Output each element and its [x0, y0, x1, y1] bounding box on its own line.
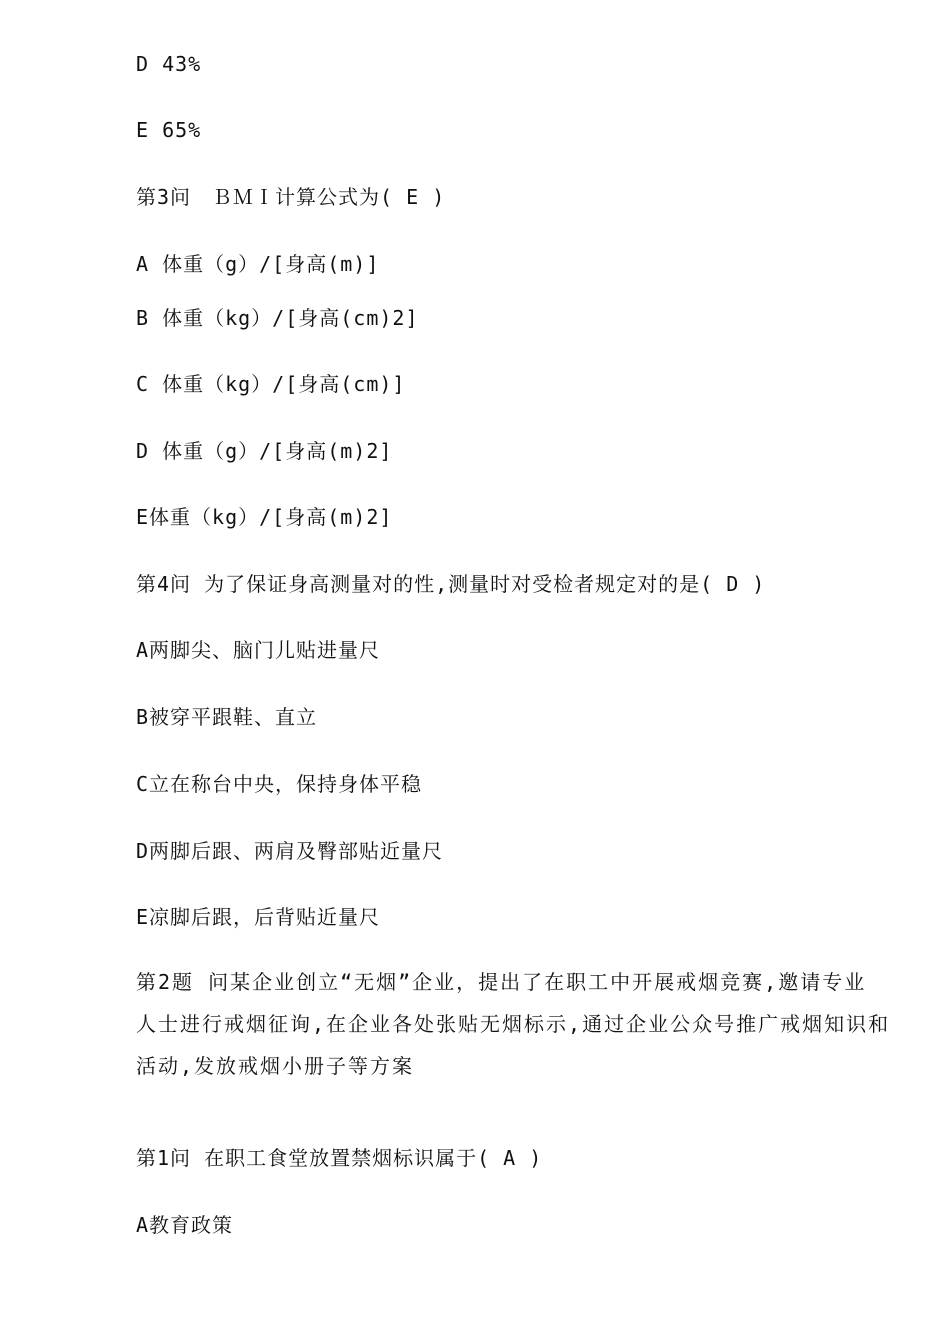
policy-option-a: A教育政策	[136, 1213, 234, 1237]
option-d-line: D 43%	[136, 52, 202, 76]
question-2-paragraph	[136, 961, 896, 1087]
bmi-option-d: D 体重（g）/[身高(m)2]	[136, 439, 393, 463]
bmi-option-a: A 体重（g）/[身高(m)]	[136, 252, 380, 276]
height-option-b: B被穿平跟鞋、直立	[136, 705, 318, 729]
bmi-option-c: C 体重（kg）/[身高(cm)]	[136, 372, 406, 396]
height-option-a: A两脚尖、脑门儿贴进量尺	[136, 638, 381, 662]
option-e-line: E 65%	[136, 118, 202, 142]
paragraph-line: 人士进行戒烟征询,在企业各处张贴无烟标示,通过企业公众号推广戒烟知识和	[136, 1012, 891, 1036]
question-1-title: 第1问 在职工食堂放置禁烟标识属于( A )	[136, 1146, 543, 1170]
bmi-option-b: B 体重（kg）/[身高(cm)2]	[136, 306, 419, 330]
question-3-title: 第3问 ＢＭＩ计算公式为( E )	[136, 185, 446, 209]
height-option-d: D两脚后跟、两肩及臀部贴近量尺	[136, 839, 444, 863]
paragraph-line: 第2题 问某企业创立“无烟”企业，提出了在职工中开展戒烟竞赛,邀请专业	[136, 970, 867, 994]
paragraph-line: 活动,发放戒烟小册子等方案	[136, 1054, 415, 1078]
height-option-e: E凉脚后跟，后背贴近量尺	[136, 905, 381, 929]
bmi-option-e: E体重（kg）/[身高(m)2]	[136, 505, 393, 529]
question-4-title: 第4问 为了保证身高测量对的性,测量时对受检者规定对的是( D )	[136, 572, 766, 596]
height-option-c: C立在称台中央，保持身体平稳	[136, 772, 423, 796]
